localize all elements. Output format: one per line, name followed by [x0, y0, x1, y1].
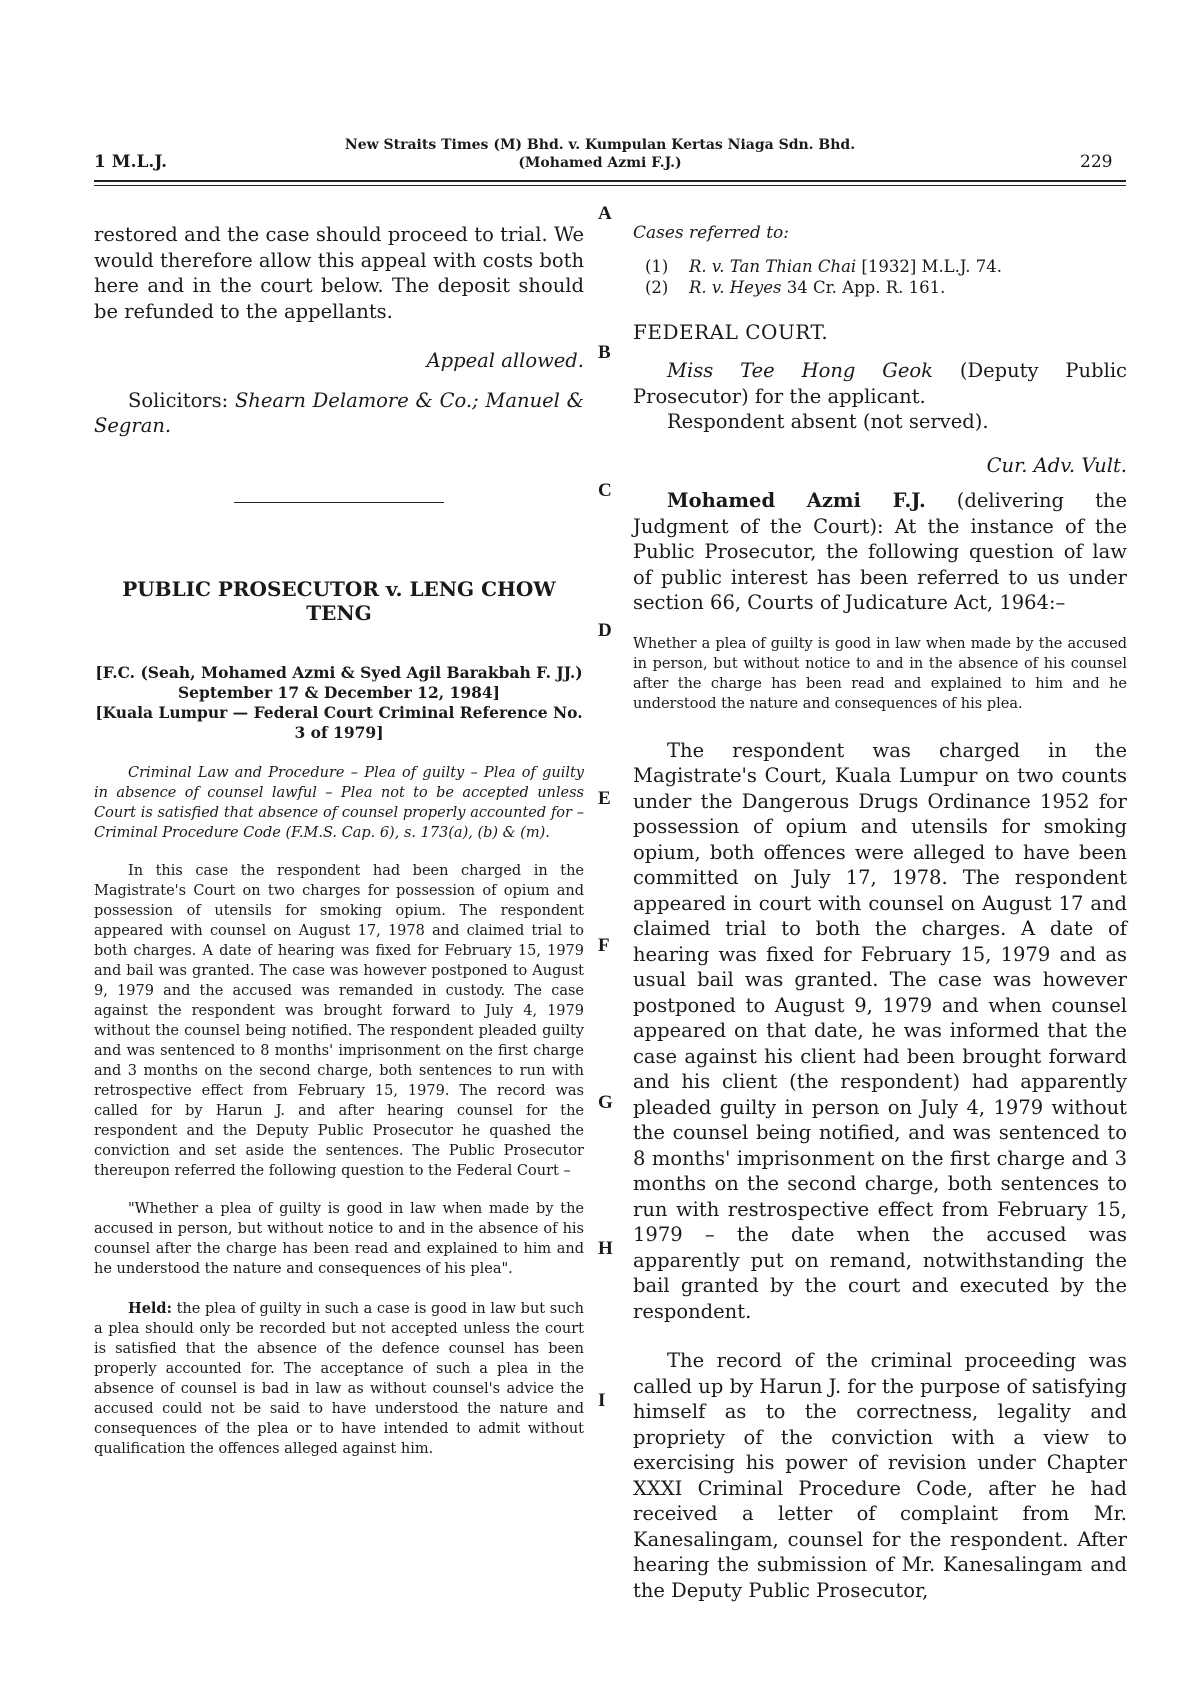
previous-case-conclusion: restored and the case should proceed to trial. We would therefore allow this appeal with costs both here and in the court below. The deposit should be refunded to the appellants.: [94, 223, 584, 323]
held-text: the plea of guilty in such a case is good in law but such a plea should only be recorded but not accepted unless the court is satisfied that the absence of the defence counsel has been properly accounted for. The acceptance of such a plea in the absence of counsel is bad in law as without counsel's advice the accused could not be said to have understood the nature and consequences of the plea or to have intended to admit without qualification the offences alleged against him.: [94, 1300, 584, 1457]
respondent-absent: Respondent absent (not served).: [667, 410, 989, 433]
judgment-intro: [633, 488, 1127, 616]
case-ref-2: (2) R. v. Heyes 34 Cr. App. R. 161.: [645, 278, 946, 297]
journal-citation: 1 M.L.J.: [94, 152, 167, 172]
case-title: PUBLIC PROSECUTOR v. LENG CHOW TENG: [122, 576, 556, 625]
court-dates: September 17 & December 12, 1984]: [177, 682, 501, 702]
court-heading: FEDERAL COURT.: [633, 320, 829, 344]
counsel-role: (Deputy Public Prosecutor) for the applicant.: [633, 359, 1127, 408]
case-divider: [234, 502, 444, 503]
margin-letter-d: D: [598, 620, 612, 641]
judgment-paragraph-1: The respondent was charged in the Magistrate's Court, Kuala Lumpur on two counts under the Dangerous Drugs Ordinance 1952 for possession of opium and utensils for smoking opium, both offences were alleged to have been committed on July 17, 1978. The respondent appeared in court with counsel on August 17 and claimed trial to both the charges. A date of hearing was fixed for February 15, 1979 and as usual bail was granted. The case was however postponed to August 9, 1979 and when counsel appeared on that date, he was informed that the case against his client had been brought forward and his client (the respondent) had apparently pleaded guilty in person on July 4, 1979 without the counsel being notified, and was sentenced to 8 months' imprisonment on the first charge and 3 months on the second charge, both sentences to run with restrospective effect from February 15, 1979 – the date when the accused was apparently put on remand, notwithstanding the bail granted by the court and executed by the respondent.: [633, 738, 1127, 1323]
solicitors-label: Solicitors:: [128, 388, 235, 412]
solicitors-names: Shearn Delamore & Co.; Manuel & Segran.: [94, 388, 585, 437]
running-head: [300, 136, 900, 172]
court-info: [94, 663, 584, 743]
cases-referred-heading: Cases referred to:: [633, 223, 789, 243]
court-coram: [F.C. (Seah, Mohamed Azmi & Syed Agil Barakbah F. JJ.): [95, 662, 583, 682]
held-label: Held:: [128, 1299, 172, 1317]
judgment-paragraph-2: The record of the criminal proceeding was called up by Harun J. for the purpose of satisfying himself as to the correctness, legality and propriety of the conviction with a view to exercising his power of revision under Chapter XXXI Criminal Procedure Code, after he had received a letter of complaint from Mr. Kanesalingam, counsel for the respondent. After hearing the submission of Mr. Kanesalingam and the Deputy Public Prosecutor,: [633, 1349, 1127, 1602]
judge-name: Mohamed Azmi F.J.: [667, 489, 926, 512]
margin-letter-b: B: [598, 342, 611, 363]
counsel-appearance: [633, 358, 1127, 409]
page-number: 229: [1080, 152, 1113, 172]
margin-letter-i: I: [598, 1390, 606, 1411]
referred-question: Whether a plea of guilty is good in law when made by the accused in person, but without notice to and in the absence of his counsel after the charge has been read and explained to him and he understood the nature and consequences of his plea.: [633, 635, 1127, 712]
headnote: In this case the respondent had been charged in the Magistrate's Court on two charges for possession of opium and possession of utensils for smoking opium. The respondent appeared with counsel on August 17, 1978 and claimed trial to both charges. A date of hearing was fixed for February 15, 1979 and bail was granted. The case was however postponed to August 9, 1979 and the accused was remanded in custody. The case against the respondent was brought forward to July 4, 1979 without the counsel being notified. The respondent pleaded guilty and was sentenced to 8 months' imprisonment on the first charge and 3 months on the second charge, both sentences to run with retrospective effect from February 15, 1979. The record was called for by Harun J. and after hearing counsel for the respondent and the Deputy Public Prosecutor he quashed the conviction and set aside the sentences. The Public Prosecutor thereupon referred the following question to the Federal Court –: [94, 862, 584, 1179]
court-reference: [Kuala Lumpur — Federal Court Criminal Reference No. 3 of 1979]: [95, 702, 583, 742]
margin-letter-g: G: [598, 1092, 613, 1113]
appeal-result: Appeal allowed.: [426, 349, 584, 372]
cur-adv-vult: Cur. Adv. Vult.: [986, 453, 1127, 477]
running-head-case: New Straits Times (M) Bhd. v. Kumpulan Kertas Niaga Sdn. Bhd.: [344, 137, 856, 153]
header-rule-thick: [94, 180, 1126, 182]
case-ref-1: (1) R. v. Tan Thian Chai [1932] M.L.J. 74.: [645, 257, 1002, 276]
held-paragraph: [94, 1299, 584, 1459]
headnote-question-quote: "Whether a plea of guilty is good in law when made by the accused in person, but without notice to and in the absence of his counsel after the charge has been read and explained to him and he understood the nature and consequences of his plea".: [94, 1200, 584, 1277]
margin-letter-e: E: [598, 788, 611, 809]
margin-letter-c: C: [598, 480, 612, 501]
left-column: [94, 222, 584, 1459]
right-column: [633, 222, 1127, 1603]
margin-letter-a: A: [598, 203, 612, 224]
header-rule-thin: [94, 185, 1126, 186]
counsel-name: Miss Tee Hong Geok: [667, 359, 933, 382]
cases-list: [633, 256, 1127, 298]
catchwords: Criminal Law and Procedure – Plea of guilty – Plea of guilty in absence of counsel lawful – Plea not to be accepted unless Court is satisfied that absence of counsel properly accounted for – Criminal Procedure Code (F.M.S. Cap. 6), s. 173(a), (b) & (m).: [94, 764, 584, 841]
margin-letter-h: H: [598, 1238, 613, 1259]
running-head-judge: (Mohamed Azmi F.J.): [518, 155, 682, 171]
solicitors-line: [94, 388, 584, 439]
margin-letter-f: F: [598, 935, 610, 956]
judgment-intro-text: (delivering the Judgment of the Court): At the instance of the Public Prosecutor, the following question of law of public interest has been referred to us under section 66, Courts of Judicature Act, 1964:–: [633, 489, 1128, 614]
